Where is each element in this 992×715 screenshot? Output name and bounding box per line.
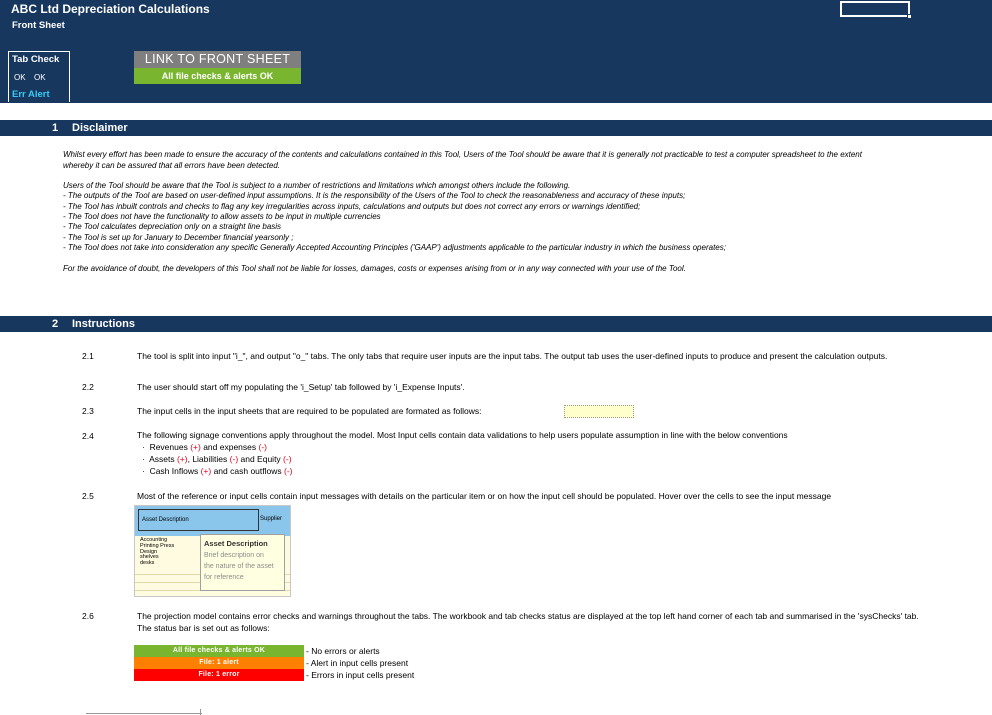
divider	[200, 709, 201, 715]
instruction-number: 2.5	[82, 491, 94, 501]
file-status-bar: All file checks & alerts OK	[134, 68, 301, 84]
section-title: Disclaimer	[72, 122, 128, 134]
instruction-text: The input cells in the input sheets that are required to be populated are formated as follows:	[137, 406, 482, 416]
instruction-text: The following signage conventions apply throughout the model. Most Input cells contain data validations to help users populate assumption in line with the below conventions	[137, 430, 788, 440]
instruction-number: 2.3	[82, 406, 94, 416]
legend-description: - No errors or alerts	[306, 646, 380, 656]
disclaimer-text: For the avoidance of doubt, the developers of this Tool shall not be liable for losses, damages, costs or expenses arising from or in any way connected with your use of the Tool.	[63, 264, 686, 273]
instruction-number: 2.4	[82, 431, 94, 441]
section-title: Instructions	[72, 318, 135, 330]
list-item: Design	[140, 548, 158, 555]
instruction-text: The tool is split into input "i_", and output "o_" tabs. The only tabs that require user inputs are the input tabs. The output tab uses the user-defined inputs to produce and present the calculation outputs.	[137, 351, 888, 361]
disclaimer-text: Whilst every effort has been made to ensure the accuracy of the contents and calculations contained in this Tool, Users of the Tool should be aware that it is generally not practicable to test a computer spreadsheet to the extent	[63, 150, 862, 159]
instruction-number: 2.1	[82, 351, 94, 361]
legend-description: - Errors in input cells present	[306, 670, 415, 680]
tooltip-title: Asset Description	[204, 539, 268, 548]
tab-check-ok: OK	[14, 73, 26, 82]
legend-status-ok: All file checks & alerts OK	[134, 645, 304, 657]
disclaimer-text: - The Tool calculates depreciation only on a straight line basis	[63, 222, 282, 231]
tab-check-ok: OK	[34, 73, 46, 82]
instruction-text: The status bar is set out as follows:	[137, 623, 270, 633]
instruction-text: Most of the reference or input cells contain input messages with details on the particular item or on how the input cell should be populated. Hover over the cells to see the input message	[137, 491, 832, 501]
list-item: desks	[140, 560, 155, 567]
sheet-name: Front Sheet	[12, 20, 65, 31]
input-cell-format-sample	[564, 405, 634, 418]
tooltip-line: the nature of the asset	[204, 563, 274, 570]
fill-handle[interactable]	[907, 14, 912, 19]
disclaimer-text: - The Tool has inbuilt controls and checks to flag any key irregularities across inputs, calculations and outputs but does not correct any errors or warnings identified;	[63, 202, 641, 211]
convention-bullet: · Revenues (+) and expenses (-)	[142, 442, 267, 452]
link-to-front-sheet-button[interactable]: LINK TO FRONT SHEET	[134, 51, 301, 68]
section-number: 1	[52, 122, 59, 134]
convention-bullet: · Assets (+), Liabilities (-) and Equity (-)	[142, 454, 292, 464]
err-alert-label: Err Alert	[12, 89, 50, 100]
legend-status-alert: File: 1 alert	[134, 657, 304, 669]
legend-status-error: File: 1 error	[134, 669, 304, 681]
list-item: shelves	[140, 554, 159, 561]
selected-cell[interactable]	[840, 1, 910, 17]
divider	[86, 713, 202, 714]
section-header-instructions	[0, 316, 992, 332]
instruction-number: 2.2	[82, 382, 94, 392]
instruction-text: The user should start off my populating the 'i_Setup' tab followed by 'i_Expense Inputs'.	[137, 382, 465, 392]
list-item: Accounting	[140, 537, 168, 543]
section-header-disclaimer	[0, 120, 992, 136]
disclaimer-text: Users of the Tool should be aware that the Tool is subject to a number of restrictions and limitations which amongst others include the following.	[63, 181, 571, 190]
app-title: ABC Ltd Depreciation Calculations	[11, 2, 210, 16]
illustration-header-row	[135, 506, 291, 536]
tooltip-line: Brief description on	[204, 552, 264, 559]
disclaimer-text: - The outputs of the Tool are based on user-defined input assumptions. It is the responsibility of the Users of the Tool to check the reasonableness and accuracy of these inputs;	[63, 191, 686, 200]
instruction-number: 2.6	[82, 611, 94, 621]
tooltip-line: for reference	[204, 574, 244, 581]
instruction-text: The projection model contains error checks and warnings throughout the tabs. The workbook and tab checks status are displayed at the top left hand corner of each tab and summarised in the 'sysChecks' tab.	[137, 611, 919, 621]
input-message-tooltip	[200, 534, 285, 591]
input-message-illustration	[134, 505, 291, 597]
disclaimer-text: - The Tool does not have the functionality to allow assets to be input in multiple currencies	[63, 212, 381, 221]
disclaimer-text: - The Tool does not take into consideration any specific Generally Accepted Accounting Principles ('GAAP') adjustments applicable to the particular industry in which the business operates;	[63, 243, 726, 252]
disclaimer-text: whereby it can be assured that all errors have been detected.	[63, 161, 281, 170]
tab-check-panel	[8, 51, 70, 102]
list-item: Printing Press	[140, 542, 175, 549]
illustration-field: Asset Description	[138, 509, 259, 531]
section-number: 2	[52, 318, 59, 330]
legend-description: - Alert in input cells present	[306, 658, 409, 668]
disclaimer-text: - The Tool is set up for January to December financial yearsonly ;	[63, 233, 294, 242]
illustration-supplier: Supplier	[260, 516, 283, 522]
convention-bullet: · Cash Inflows (+) and cash outflows (-)	[142, 466, 293, 476]
tab-check-title: Tab Check	[12, 54, 60, 65]
